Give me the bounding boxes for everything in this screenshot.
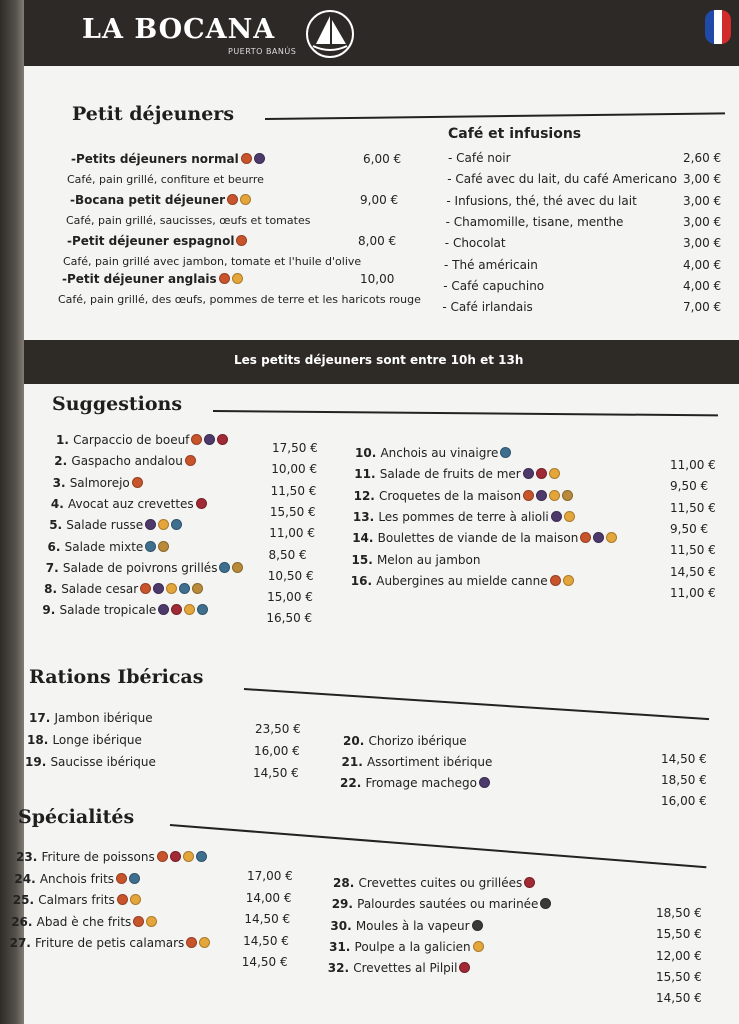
drink-item-name	[444, 258, 538, 272]
french-flag-icon[interactable]	[705, 10, 731, 44]
drink-item-price-text: 7,00 €	[683, 300, 722, 315]
drink-item-price-text: 2,60 €	[683, 151, 722, 165]
special-item-price-text: 14,00 €	[245, 890, 292, 905]
allergen-oeuf-icon	[130, 894, 141, 905]
breakfast-item-name	[70, 193, 251, 207]
suggestion-item-name: Salade mixte	[64, 539, 144, 554]
suggestion-item-number: 14.	[352, 531, 378, 546]
suggestion-item-number: 1.	[56, 433, 74, 447]
ration-item-name: Fromage machego	[365, 776, 477, 790]
menu-binding	[0, 0, 26, 1024]
sailboat-logo-icon	[304, 8, 356, 60]
suggestion-item-number: 4.	[50, 496, 68, 511]
allergen-lait-icon	[536, 490, 547, 501]
suggestion-item	[354, 489, 573, 503]
breakfast-item-label: -Petit déjeuner espagnol	[67, 234, 235, 248]
special-item-price-text: 14,50 €	[241, 955, 288, 969]
breakfast-item-price-text: 9,00 €	[360, 193, 399, 207]
suggestion-item-price-text: 16,50 €	[266, 611, 313, 626]
breakfast-item-label: -Bocana petit déjeuner	[70, 193, 226, 207]
suggestion-item-price-text: 14,50 €	[670, 564, 716, 579]
special-item-number: 25.	[12, 893, 39, 907]
special-item-number: 30.	[330, 918, 356, 933]
special-item-number: 24.	[14, 871, 40, 886]
drink-item-price	[683, 300, 721, 314]
suggestion-item-price	[670, 458, 716, 472]
special-item-number: 31.	[329, 939, 355, 954]
allergen-crust-icon	[217, 434, 228, 445]
suggestion-item-name: Salade de poivrons grillés	[62, 560, 218, 575]
suggestion-item-price-text: 11,00 €	[269, 526, 315, 541]
breakfast-item-desc-text: Café, pain grillé avec jambon, tomate et l'huile d'olive	[63, 255, 362, 268]
special-item-price	[656, 906, 702, 920]
allergen-gluten-icon	[227, 194, 238, 205]
drink-item-name	[448, 151, 511, 165]
special-item	[13, 893, 141, 907]
suggestion-item-name: Salade de fruits de mer	[379, 467, 521, 482]
ration-item-price-text: 23,50 €	[255, 722, 301, 736]
suggestion-item-number: 10.	[355, 446, 381, 460]
drink-item-price	[683, 215, 721, 229]
drink-item-price-text: 3,00 €	[683, 172, 722, 187]
suggestion-item-price	[670, 501, 716, 515]
allergen-gluten-icon	[219, 273, 230, 284]
suggestion-item-price	[670, 565, 716, 579]
allergen-oeuf-icon	[473, 941, 484, 952]
breakfast-item-desc-text: Café, pain grillé, des œufs, pommes de terre et les haricots rouge	[58, 293, 421, 306]
breakfast-item-name	[62, 272, 243, 286]
special-item-price-text: 14,50 €	[243, 933, 289, 948]
suggestion-item-price-text: 17,50 €	[272, 441, 318, 455]
allergen-poisson-icon	[179, 583, 190, 594]
breakfast-item-price	[358, 234, 396, 248]
suggestion-item-price-text: 10,50 €	[267, 568, 314, 583]
ration-item-number: 20.	[343, 734, 369, 748]
ration-item-number: 22.	[340, 776, 366, 790]
allergen-lait-icon	[523, 468, 534, 479]
ration-item	[343, 734, 467, 748]
special-item-name: Abad è che frits	[36, 914, 132, 929]
suggestion-item	[56, 433, 228, 447]
suggestion-item-price-text: 11,00 €	[670, 458, 716, 472]
special-item-price	[247, 869, 293, 883]
allergen-fruit-icon	[192, 583, 203, 594]
allergen-gluten-icon	[157, 851, 168, 862]
drink-item-name	[445, 236, 506, 250]
suggestion-item-number: 15.	[351, 552, 377, 567]
special-item	[329, 940, 484, 954]
suggestion-item-number: 3.	[52, 475, 70, 490]
special-item-price	[242, 955, 288, 969]
allergen-lait-icon	[204, 434, 215, 445]
breakfast-item-desc-text: Café, pain grillé, confiture et beurre	[67, 173, 264, 186]
allergen-gluten-icon	[132, 477, 143, 488]
suggestion-item-price	[670, 479, 708, 493]
special-item-price-text: 15,50 €	[656, 927, 702, 942]
drink-item-price-text: 4,00 €	[683, 278, 722, 293]
suggestion-item	[352, 553, 481, 567]
breakfast-item-label: -Petit déjeuner anglais	[62, 272, 217, 286]
special-item-price-text: 17,00 €	[247, 869, 293, 883]
special-item-price-text: 14,50 €	[244, 912, 291, 926]
ration-item	[27, 733, 142, 747]
suggestion-item-number: 8.	[44, 582, 62, 597]
special-item-price-text: 15,50 €	[656, 969, 702, 984]
suggestion-item	[48, 540, 170, 554]
ration-item	[29, 711, 153, 725]
special-item	[14, 872, 140, 886]
suggestion-item	[355, 446, 511, 460]
drink-item-label: - Café capuchino	[443, 278, 545, 293]
suggestion-item-name: Anchois au vinaigre	[380, 446, 499, 460]
ration-item-price-text: 18,50 €	[661, 773, 707, 787]
special-item	[333, 876, 535, 890]
allergen-gluten-icon	[185, 455, 196, 466]
allergen-fruit-icon	[232, 562, 243, 573]
suggestion-item-price	[670, 586, 716, 600]
special-item-name: Crevettes cuites ou grillées	[358, 876, 523, 890]
breakfast-item-price-text: 6,00 €	[363, 152, 402, 166]
special-item-number: 23.	[16, 850, 42, 864]
drink-item-price	[683, 194, 721, 208]
suggestion-item-price	[272, 441, 318, 455]
drink-item-label: - Café avec du lait, du café Americano	[447, 172, 677, 187]
suggestion-item-number: 7.	[45, 560, 63, 575]
special-item-number: 27.	[9, 936, 36, 950]
drink-item-label: - Infusions, thé, thé avec du lait	[446, 193, 637, 208]
drink-item-price	[683, 279, 721, 293]
drink-item-name	[446, 215, 624, 229]
allergen-gluten-icon	[191, 434, 202, 445]
allergen-crust-icon	[536, 468, 547, 479]
drink-item-price-text: 3,00 €	[683, 236, 722, 251]
special-item-price-text: 14,50 €	[656, 991, 702, 1006]
special-item-number: 28.	[333, 876, 359, 890]
allergen-crust-icon	[196, 498, 207, 509]
suggestion-item-price-text: 11,00 €	[670, 585, 716, 600]
special-item-price-text: 18,50 €	[656, 906, 702, 920]
breakfast-item-price-text: 10,00	[360, 272, 395, 286]
suggestion-item-price-text: 11,50 €	[670, 500, 716, 515]
suggestion-item-price-text: 9,50 €	[670, 521, 709, 536]
suggestion-item-price	[270, 505, 316, 519]
suggestion-item-name: Salmorejo	[69, 475, 130, 490]
ration-item	[342, 755, 493, 769]
ration-item-price-text: 16,00 €	[254, 744, 300, 758]
drink-item-label: - Café noir	[448, 151, 511, 165]
suggestion-item	[54, 454, 196, 468]
allergen-gluten-icon	[117, 894, 128, 905]
suggestion-item-price	[267, 590, 313, 604]
allergen-lait-icon	[254, 153, 265, 164]
allergen-oeuf-icon	[549, 468, 560, 479]
allergen-lait-icon	[158, 604, 169, 615]
breakfast-item-price	[360, 193, 398, 207]
allergen-gluten-icon	[186, 937, 197, 948]
allergen-lait-icon	[153, 583, 164, 594]
special-item-name: Poulpe a la galicien	[354, 939, 471, 954]
suggestion-item	[352, 531, 617, 545]
brand-name: LA BOCANA	[82, 14, 276, 45]
suggestion-item-number: 13.	[352, 509, 379, 524]
suggestion-item-price	[269, 548, 307, 562]
ration-item-price	[255, 722, 301, 736]
allergen-gluten-icon	[580, 532, 591, 543]
suggestion-item	[49, 518, 182, 532]
ration-item-number: 21.	[341, 755, 367, 769]
allergen-gluten-icon	[550, 575, 561, 586]
special-item-number: 26.	[11, 914, 37, 929]
allergen-gluten-icon	[140, 583, 151, 594]
breakfast-item-desc	[58, 293, 421, 306]
special-item-name: Calmars frits	[38, 893, 115, 907]
drink-item-price-text: 3,00 €	[683, 214, 722, 229]
suggestion-item-number: 12.	[353, 488, 380, 503]
special-item	[328, 961, 471, 975]
drink-item-name	[446, 194, 636, 208]
special-item-name: Palourdes sautées ou marinée	[357, 897, 539, 912]
drinks-title: Café et infusions	[448, 126, 582, 142]
drink-item-price-text: 3,00 €	[683, 193, 722, 208]
breakfast-item-name	[71, 152, 265, 166]
suggestion-item-name: Melon au jambon	[376, 552, 481, 567]
allergen-oeuf-icon	[183, 851, 194, 862]
allergen-fruit-icon	[158, 541, 169, 552]
allergen-moll-icon	[472, 920, 483, 931]
allergen-lait-icon	[145, 519, 156, 530]
drink-item-name	[443, 279, 544, 293]
special-item-price	[243, 934, 289, 948]
ration-item-name: Assortiment ibérique	[366, 755, 493, 769]
special-item-price	[244, 912, 290, 926]
special-item	[332, 897, 552, 911]
drink-item-price	[683, 172, 721, 186]
allergen-gluten-icon	[116, 873, 127, 884]
suggestion-item	[354, 467, 559, 481]
breakfast-item-price	[360, 272, 394, 286]
suggestion-item-price-text: 8,50 €	[268, 547, 307, 562]
special-item-name: Anchois frits	[39, 871, 115, 886]
suggestion-item-price	[670, 543, 716, 557]
drink-item-label: - Thé américain	[444, 257, 538, 272]
suggestion-item	[51, 497, 207, 511]
brand-subtitle: PUERTO BANÚS	[228, 47, 297, 56]
suggestion-item-number: 9.	[42, 603, 60, 618]
suggestion-item	[53, 476, 143, 490]
allergen-oeuf-icon	[199, 937, 210, 948]
special-item-price	[656, 949, 702, 963]
breakfast-item-desc-text: Café, pain grillé, saucisses, œufs et tomates	[66, 214, 311, 227]
suggestion-item-price-text: 11,50 €	[670, 543, 716, 558]
allergen-poisson-icon	[219, 562, 230, 573]
ration-item-number: 19.	[25, 755, 51, 769]
allergen-poisson-icon	[129, 873, 140, 884]
suggestion-item-price-text: 9,50 €	[670, 479, 709, 494]
allergen-lait-icon	[479, 777, 490, 788]
allergen-gluten-icon	[133, 916, 144, 927]
suggestion-item-number: 11.	[354, 467, 380, 482]
special-item-price	[246, 891, 292, 905]
allergen-oeuf-icon	[232, 273, 243, 284]
allergen-poisson-icon	[500, 447, 511, 458]
ration-item-price	[253, 766, 299, 780]
suggestion-item-name: Boulettes de viande de la maison	[377, 531, 579, 546]
allergen-oeuf-icon	[549, 490, 560, 501]
special-item	[10, 936, 211, 950]
suggestion-item-name: Les pommes de terre à alioli	[378, 509, 549, 524]
allergen-oeuf-icon	[166, 583, 177, 594]
allergen-gluten-icon	[241, 153, 252, 164]
drink-item-label: - Chocolat	[444, 236, 506, 251]
breakfast-title: Petit déjeuners	[72, 103, 235, 125]
drink-item-name	[447, 172, 677, 186]
breakfast-item-label: -Petits déjeuners normal	[71, 152, 239, 166]
suggestion-item-number: 16.	[350, 573, 377, 588]
allergen-oeuf-icon	[146, 916, 157, 927]
breakfast-item-name	[67, 234, 247, 248]
ration-item-price	[661, 773, 707, 787]
special-item	[11, 915, 157, 929]
suggestion-item-name: Gaspacho andalou	[71, 454, 183, 469]
ration-item-price	[254, 744, 300, 758]
drink-item-price	[683, 151, 721, 165]
suggestion-item	[353, 510, 575, 524]
ration-item-price-text: 14,50 €	[253, 766, 299, 780]
special-item-price-text: 12,00 €	[656, 948, 702, 963]
allergen-crust-icon	[524, 877, 535, 888]
ration-item-price-text: 14,50 €	[661, 752, 707, 766]
allergen-crust-icon	[170, 851, 181, 862]
special-item-price	[656, 970, 702, 984]
special-item-price	[656, 927, 702, 941]
suggestion-item-name: Croquetes de la maison	[379, 488, 522, 503]
allergen-moll-icon	[540, 898, 551, 909]
ration-item-name: Longe ibérique	[52, 733, 142, 747]
suggestion-item-name: Aubergines au mielde canne	[376, 573, 548, 588]
ration-item-number: 17.	[29, 711, 55, 725]
suggestion-item-price	[271, 484, 317, 498]
breakfast-item-price-text: 8,00 €	[358, 234, 397, 248]
allergen-fruit-icon	[562, 490, 573, 501]
allergen-poisson-icon	[171, 519, 182, 530]
special-item-name: Crevettes al Pilpil	[353, 961, 458, 976]
suggestion-item-price-text: 15,50 €	[269, 504, 316, 519]
ration-item-name: Saucisse ibérique	[50, 755, 156, 769]
suggestion-item-name: Salade russe	[66, 518, 144, 533]
suggestion-item-number: 2.	[54, 454, 72, 469]
suggestion-item	[42, 603, 208, 617]
suggestion-item-price	[271, 462, 317, 476]
allergen-oeuf-icon	[184, 604, 195, 615]
allergen-lait-icon	[551, 511, 562, 522]
suggestion-item-number: 6.	[47, 539, 65, 554]
suggestion-item-name: Salade cesar	[61, 582, 139, 597]
suggestion-item-number: 5.	[49, 518, 67, 533]
allergen-oeuf-icon	[606, 532, 617, 543]
allergen-poisson-icon	[197, 604, 208, 615]
allergen-gluten-icon	[523, 490, 534, 501]
hours-text: Les petits déjeuners sont entre 10h et 13h	[234, 353, 524, 367]
ration-item-number: 18.	[27, 733, 53, 747]
drink-item-price	[683, 258, 721, 272]
ration-item-price	[661, 752, 707, 766]
allergen-gluten-icon	[236, 235, 247, 246]
suggestion-item	[351, 574, 574, 588]
special-item-name: Moules à la vapeur	[355, 918, 470, 933]
allergen-oeuf-icon	[240, 194, 251, 205]
ration-item	[340, 776, 490, 790]
allergen-crust-icon	[459, 962, 470, 973]
suggestion-item-price-text: 15,00 €	[267, 590, 313, 605]
breakfast-item-desc	[67, 173, 264, 186]
ration-item	[25, 755, 156, 769]
suggestion-item-price	[269, 526, 315, 540]
special-item	[330, 919, 482, 933]
ration-item-price	[661, 794, 707, 808]
allergen-poisson-icon	[145, 541, 156, 552]
ration-item-name: Chorizo ibérique	[368, 734, 467, 748]
suggestion-item-price	[268, 569, 314, 583]
drink-item-price	[683, 236, 721, 250]
allergen-oeuf-icon	[158, 519, 169, 530]
rations-title: Rations Ibéricas	[29, 666, 204, 688]
special-item-name: Friture de poissons	[41, 850, 155, 864]
drink-item-label: - Chamomille, tisane, menthe	[445, 214, 624, 229]
allergen-oeuf-icon	[564, 511, 575, 522]
ration-item-price-text: 16,00 €	[661, 794, 707, 808]
specials-title: Spécialités	[18, 806, 135, 828]
suggestion-item-name: Avocat auz crevettes	[67, 496, 194, 511]
suggestion-item-price-text: 10,00 €	[271, 462, 318, 477]
suggestions-title: Suggestions	[52, 393, 183, 415]
suggestion-item-price	[266, 611, 312, 625]
special-item	[16, 850, 207, 864]
special-item-price	[656, 991, 702, 1005]
breakfast-item-price	[363, 152, 401, 166]
ration-item-name: Jambon ibérique	[54, 711, 153, 725]
suggestion-item-price	[670, 522, 708, 536]
allergen-crust-icon	[171, 604, 182, 615]
special-item-number: 29.	[331, 897, 358, 912]
breakfast-item-desc	[63, 255, 361, 268]
drink-item-label: - Café irlandais	[442, 300, 533, 315]
special-item-name: Friture de petis calamars	[35, 936, 185, 950]
suggestion-item	[44, 582, 203, 596]
suggestion-item	[46, 561, 244, 575]
suggestion-item-name: Salade tropicale	[59, 603, 157, 618]
special-item-number: 32.	[327, 961, 354, 976]
allergen-poisson-icon	[196, 851, 207, 862]
suggestion-item-price-text: 11,50 €	[270, 483, 317, 498]
drink-item-name	[442, 300, 532, 314]
breakfast-item-desc	[66, 214, 310, 227]
allergen-oeuf-icon	[563, 575, 574, 586]
suggestion-item-name: Carpaccio de boeuf	[73, 433, 190, 447]
allergen-lait-icon	[593, 532, 604, 543]
drink-item-price-text: 4,00 €	[683, 257, 722, 272]
